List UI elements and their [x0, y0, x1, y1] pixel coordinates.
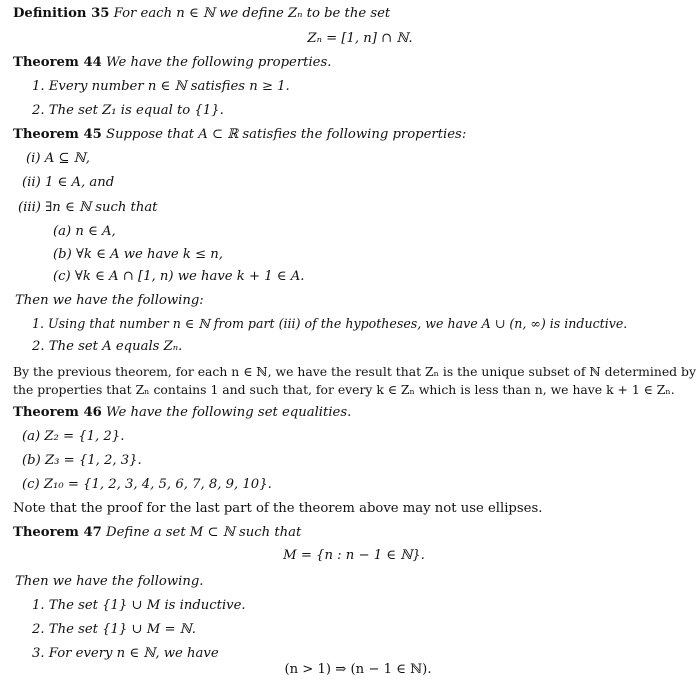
item-text: For every n ∈ ℕ, we have [48, 646, 219, 661]
theorem-47-item [32, 621, 196, 639]
theorem-44-item [32, 78, 290, 96]
paragraph-line: the properties that Zₙ contains 1 and such that, for every k ∈ Zₙ which is less than n, we have k + 1 ∈ Zₙ. [13, 382, 675, 397]
theorem-44-text: We have the following properties. [106, 55, 332, 70]
theorem-46-heading: Theorem 46 [13, 405, 102, 420]
item-text: ∀k ∈ A we have k ≤ n, [75, 247, 223, 262]
item-text: ∃n ∈ ℕ such that [45, 200, 158, 215]
item-number: (b) [22, 453, 41, 468]
item-number: (a) [53, 224, 72, 239]
item-text: Every number n ∈ ℕ satisfies n ≥ 1. [48, 79, 290, 94]
theorem-47-text: Define a set M ⊂ ℕ such that [106, 525, 302, 540]
theorem-46-text: We have the following set equalities. [106, 405, 352, 420]
sub-item [53, 223, 116, 241]
item-number: (iii) [18, 200, 41, 215]
item-text: n ∈ A, [75, 224, 116, 239]
item-number: (ii) [22, 175, 41, 190]
definition-35-text: For each n ∈ ℕ we define Zₙ to be the set [113, 6, 391, 21]
theorem-47 [13, 524, 301, 542]
conclusion-item [32, 315, 627, 333]
item-number: 1. [32, 598, 45, 613]
theorem-44 [13, 54, 331, 72]
theorem-47-formula: M = {n : n − 1 ∈ ℕ}. [283, 548, 425, 563]
sub-item [53, 268, 304, 286]
item-number: (b) [53, 247, 72, 262]
item-number: 3. [32, 646, 45, 661]
item-text: 1 ∈ A, and [44, 175, 115, 190]
definition-35 [13, 5, 390, 23]
item-text: The set {1} ∪ M = ℕ. [48, 622, 196, 637]
paragraph-line: By the previous theorem, for each n ∈ ℕ, we have the result that Zₙ is the unique subset of ℕ determined by [13, 364, 696, 379]
item-text: A ⊆ ℕ, [44, 151, 90, 166]
conclusion-item [32, 338, 182, 356]
item-text: The set Z₁ is equal to {1}. [48, 103, 224, 118]
theorem-46-item [22, 476, 272, 494]
item-number: 1. [32, 316, 45, 331]
item-number: 2. [32, 103, 45, 118]
item-number: 2. [32, 339, 45, 354]
item-number: 2. [32, 622, 45, 637]
theorem-46-item [22, 452, 142, 470]
theorem-45 [13, 126, 466, 144]
theorem-47-then: Then we have the following. [15, 574, 204, 589]
theorem-45-heading: Theorem 45 [13, 127, 102, 142]
item-number: (a) [22, 429, 41, 444]
item-number: (i) [26, 151, 41, 166]
theorem-46-item [22, 428, 124, 446]
theorem-45-then: Then we have the following: [15, 293, 204, 308]
note-paragraph: Note that the proof for the last part of the theorem above may not use ellipses. [13, 501, 543, 516]
item-text: Using that number n ∈ ℕ from part (iii) of the hypotheses, we have A ∪ (n, ∞) is inductive. [48, 316, 628, 331]
hypothesis-item [18, 199, 157, 217]
definition-35-formula: Zₙ = [1, n] ∩ ℕ. [307, 31, 413, 46]
item-text: Z₃ = {1, 2, 3}. [44, 453, 142, 468]
item-number: (c) [53, 269, 71, 284]
item-number: (c) [22, 477, 40, 492]
definition-35-heading: Definition 35 [13, 6, 110, 21]
sub-item [53, 246, 223, 264]
item-text: The set {1} ∪ M is inductive. [48, 598, 246, 613]
theorem-47-item [32, 597, 246, 615]
hypothesis-item [22, 174, 114, 192]
theorem-47-heading: Theorem 47 [13, 525, 102, 540]
item-text: Z₁₀ = {1, 2, 3, 4, 5, 6, 7, 8, 9, 10}. [43, 477, 272, 492]
theorem-45-text: Suppose that A ⊂ ℝ satisfies the following properties: [106, 127, 467, 142]
item-text: ∀k ∈ A ∩ [1, n) we have k + 1 ∈ A. [74, 269, 305, 284]
hypothesis-item [26, 150, 90, 168]
item-text: The set A equals Zₙ. [48, 339, 183, 354]
theorem-44-item [32, 102, 224, 120]
item-text: Z₂ = {1, 2}. [44, 429, 125, 444]
theorem-46 [13, 404, 351, 422]
theorem-44-heading: Theorem 44 [13, 55, 102, 70]
theorem-47-formula-2: (n > 1) ⇒ (n − 1 ∈ ℕ). [284, 662, 432, 677]
item-number: 1. [32, 79, 45, 94]
